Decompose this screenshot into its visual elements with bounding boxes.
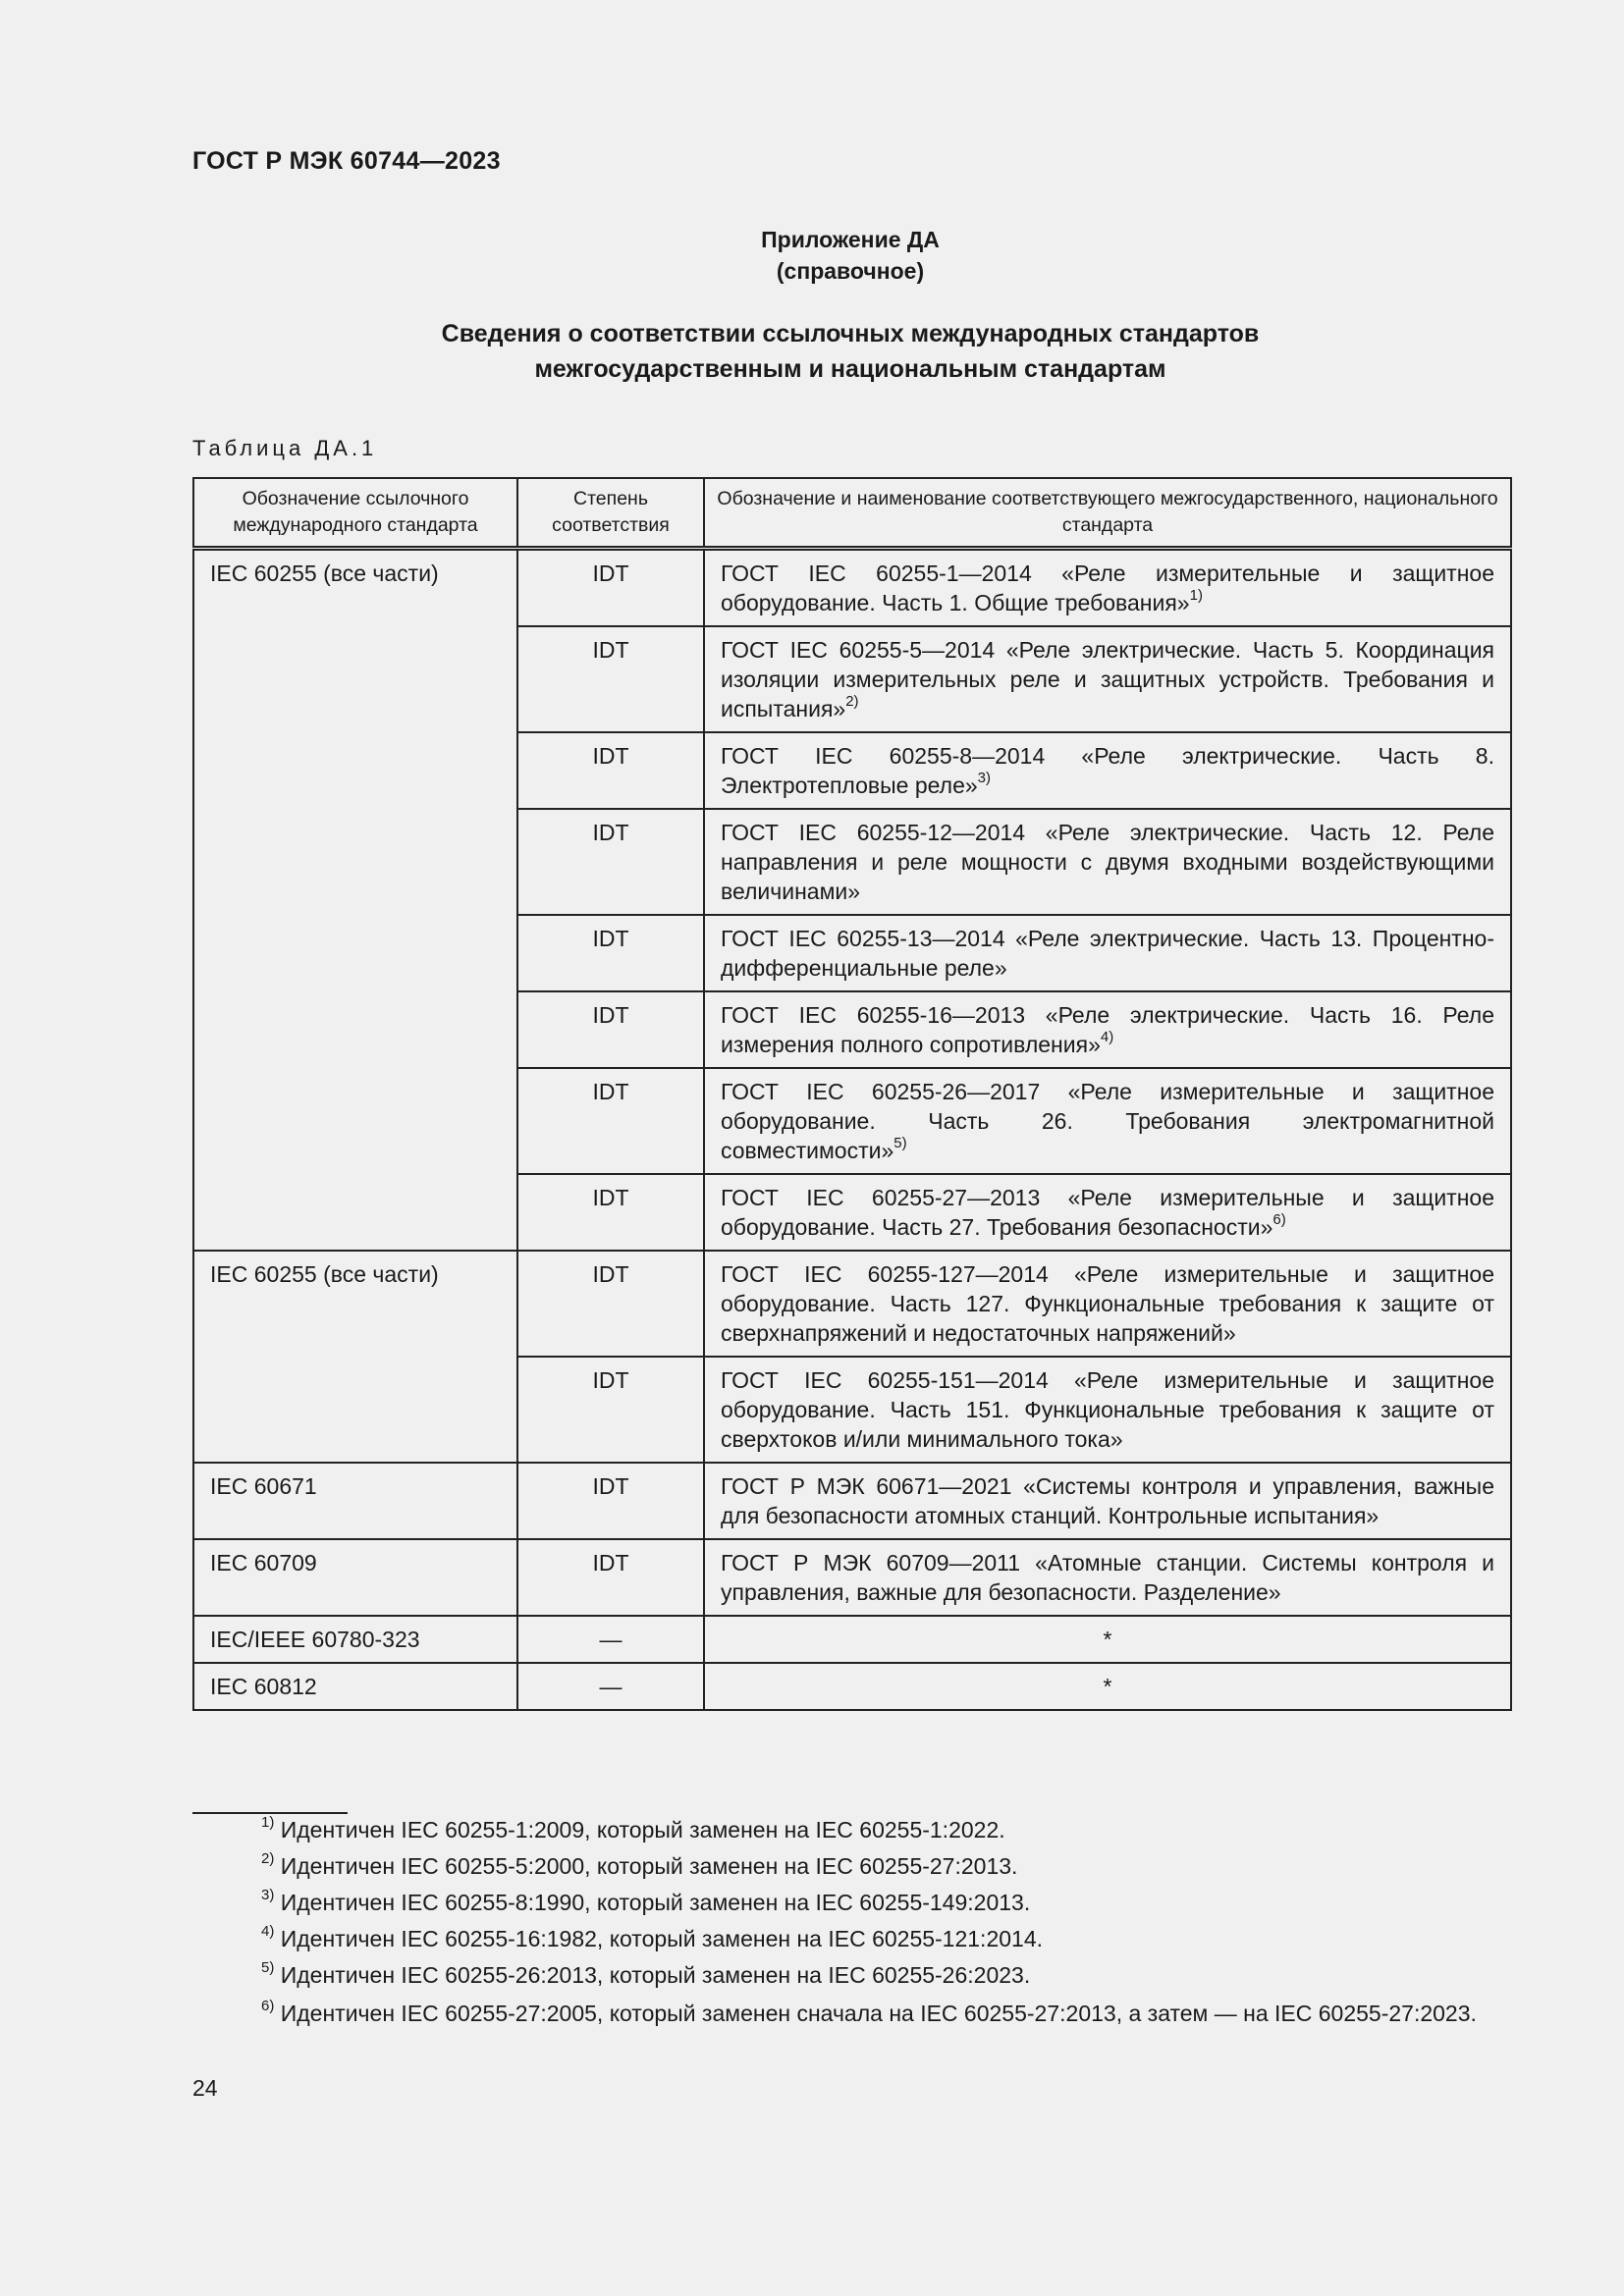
reference-cell: IEC/IEEE 60780-323 bbox=[193, 1616, 517, 1663]
footnote-ref: 3) bbox=[977, 770, 992, 787]
national-standard-cell bbox=[704, 1068, 1511, 1174]
footnotes bbox=[192, 1812, 1510, 2029]
degree-cell: IDT bbox=[517, 1539, 704, 1616]
standard-name: ГОСТ IEC 60255-16—2013 «Реле электрические. Часть 16. Реле измерения полного сопротивления» bbox=[721, 1002, 1494, 1057]
section-title-line-2: межгосударственным и национальным стандартам bbox=[534, 355, 1166, 383]
header-reference-standard: Обозначение ссылочного международного стандарта bbox=[193, 478, 517, 549]
footnote-mark: 6) bbox=[261, 1998, 275, 2015]
national-standard-cell: ГОСТ IEC 60255-13—2014 «Реле электрические. Часть 13. Процентно-дифференциальные реле» bbox=[704, 915, 1511, 991]
footnote-text: Идентичен IEC 60255-5:2000, который заменен на IEC 60255-27:2013. bbox=[280, 1853, 1018, 1879]
table-row bbox=[193, 1539, 1511, 1616]
footnote-ref: 6) bbox=[1272, 1211, 1286, 1229]
footnote-mark: 5) bbox=[261, 1959, 275, 1977]
table-row bbox=[193, 1663, 1511, 1710]
footnote-mark: 4) bbox=[261, 1923, 275, 1941]
degree-cell: IDT bbox=[517, 1357, 704, 1463]
national-standard-cell: ГОСТ IEC 60255-151—2014 «Реле измерительные и защитное оборудование. Часть 151. Функциональные требования к защите от сверхтоков и/или минимального тока» bbox=[704, 1357, 1511, 1463]
appendix-heading bbox=[192, 224, 1508, 287]
national-standard-cell bbox=[704, 1174, 1511, 1251]
footnote-text: Идентичен IEC 60255-16:1982, который заменен на IEC 60255-121:2014. bbox=[280, 1926, 1044, 1951]
degree-cell: IDT bbox=[517, 1174, 704, 1251]
national-standard-cell: * bbox=[704, 1663, 1511, 1710]
reference-cell: IEC 60812 bbox=[193, 1663, 517, 1710]
footnote-text: Идентичен IEC 60255-1:2009, который заменен на IEC 60255-1:2022. bbox=[280, 1817, 1005, 1842]
footnote-ref: 5) bbox=[893, 1135, 907, 1152]
table-row bbox=[193, 1616, 1511, 1663]
national-standard-cell: ГОСТ IEC 60255-12—2014 «Реле электрические. Часть 12. Реле направления и реле мощности с двумя входными воздействующими величинами» bbox=[704, 809, 1511, 915]
footnote-mark: 3) bbox=[261, 1887, 275, 1904]
reference-cell: IEC 60255 (все части) bbox=[193, 549, 517, 1252]
table-row bbox=[193, 1251, 1511, 1357]
national-standard-cell: * bbox=[704, 1616, 1511, 1663]
national-standard-cell bbox=[704, 626, 1511, 732]
footnote-text: Идентичен IEC 60255-27:2005, который заменен сначала на IEC 60255-27:2013, а затем — на IEC 60255-27:2023. bbox=[280, 2001, 1477, 2026]
footnote-text: Идентичен IEC 60255-8:1990, который заменен на IEC 60255-149:2013. bbox=[280, 1890, 1031, 1915]
footnote bbox=[192, 1848, 1510, 1885]
table-header-row bbox=[193, 478, 1511, 549]
footnote-text: Идентичен IEC 60255-26:2013, который заменен на IEC 60255-26:2023. bbox=[280, 1962, 1031, 1988]
document-header: ГОСТ Р МЭК 60744—2023 bbox=[192, 147, 501, 175]
national-standard-cell: ГОСТ Р МЭК 60671—2021 «Системы контроля и управления, важные для безопасности атомных станций. Контрольные испытания» bbox=[704, 1463, 1511, 1539]
footnote bbox=[192, 1812, 1510, 1848]
section-title bbox=[192, 316, 1508, 387]
footnote-ref: 2) bbox=[845, 693, 859, 711]
table-caption: Таблица ДА.1 bbox=[192, 436, 378, 460]
standard-name: ГОСТ IEC 60255-26—2017 «Реле измерительные и защитное оборудование. Часть 26. Требования электромагнитной совместимости» bbox=[721, 1079, 1494, 1163]
degree-cell: IDT bbox=[517, 549, 704, 627]
table-row bbox=[193, 549, 1511, 627]
standard-name: ГОСТ IEC 60255-8—2014 «Реле электрические. Часть 8. Электротепловые реле» bbox=[721, 743, 1494, 798]
national-standard-cell bbox=[704, 549, 1511, 627]
degree-cell: IDT bbox=[517, 809, 704, 915]
footnote bbox=[192, 1921, 1510, 1957]
footnote bbox=[192, 1998, 1510, 2029]
degree-cell: IDT bbox=[517, 732, 704, 809]
footnote-ref: 4) bbox=[1100, 1029, 1114, 1046]
table-row bbox=[193, 1463, 1511, 1539]
national-standard-cell bbox=[704, 732, 1511, 809]
degree-cell: IDT bbox=[517, 1068, 704, 1174]
footnote-ref: 1) bbox=[1189, 587, 1203, 605]
footnote bbox=[192, 1885, 1510, 1921]
national-standard-cell: ГОСТ IEC 60255-127—2014 «Реле измерительные и защитное оборудование. Часть 127. Функциональные требования к защите от сверхнапряжений и недостаточных напряжений» bbox=[704, 1251, 1511, 1357]
appendix-subtitle: (справочное) bbox=[776, 258, 925, 284]
degree-cell: IDT bbox=[517, 991, 704, 1068]
degree-cell: — bbox=[517, 1663, 704, 1710]
header-national-standard: Обозначение и наименование соответствующего межгосударственного, национального стандарта bbox=[704, 478, 1511, 549]
national-standard-cell: ГОСТ Р МЭК 60709—2011 «Атомные станции. Системы контроля и управления, важные для безопасности. Разделение» bbox=[704, 1539, 1511, 1616]
degree-cell: IDT bbox=[517, 626, 704, 732]
national-standard-cell bbox=[704, 991, 1511, 1068]
header-degree: Степень соответствия bbox=[517, 478, 704, 549]
page-number: 24 bbox=[192, 2075, 218, 2101]
section-title-line-1: Сведения о соответствии ссылочных международных стандартов bbox=[441, 320, 1260, 347]
reference-cell: IEC 60255 (все части) bbox=[193, 1251, 517, 1463]
footnote bbox=[192, 1957, 1510, 1994]
standard-name: ГОСТ IEC 60255-27—2013 «Реле измерительные и защитное оборудование. Часть 27. Требования безопасности» bbox=[721, 1185, 1494, 1240]
reference-cell: IEC 60671 bbox=[193, 1463, 517, 1539]
degree-cell: — bbox=[517, 1616, 704, 1663]
reference-cell: IEC 60709 bbox=[193, 1539, 517, 1616]
footnote-mark: 1) bbox=[261, 1814, 275, 1832]
degree-cell: IDT bbox=[517, 1463, 704, 1539]
standard-name: ГОСТ IEC 60255-1—2014 «Реле измерительные и защитное оборудование. Часть 1. Общие требования» bbox=[721, 561, 1494, 615]
footnote-mark: 2) bbox=[261, 1850, 275, 1868]
standard-name: ГОСТ IEC 60255-5—2014 «Реле электрические. Часть 5. Координация изоляции измерительных реле и защитных устройств. Требования и испытания» bbox=[721, 637, 1494, 721]
degree-cell: IDT bbox=[517, 915, 704, 991]
correspondence-table bbox=[192, 477, 1512, 1711]
appendix-title: Приложение ДА bbox=[761, 227, 940, 252]
degree-cell: IDT bbox=[517, 1251, 704, 1357]
